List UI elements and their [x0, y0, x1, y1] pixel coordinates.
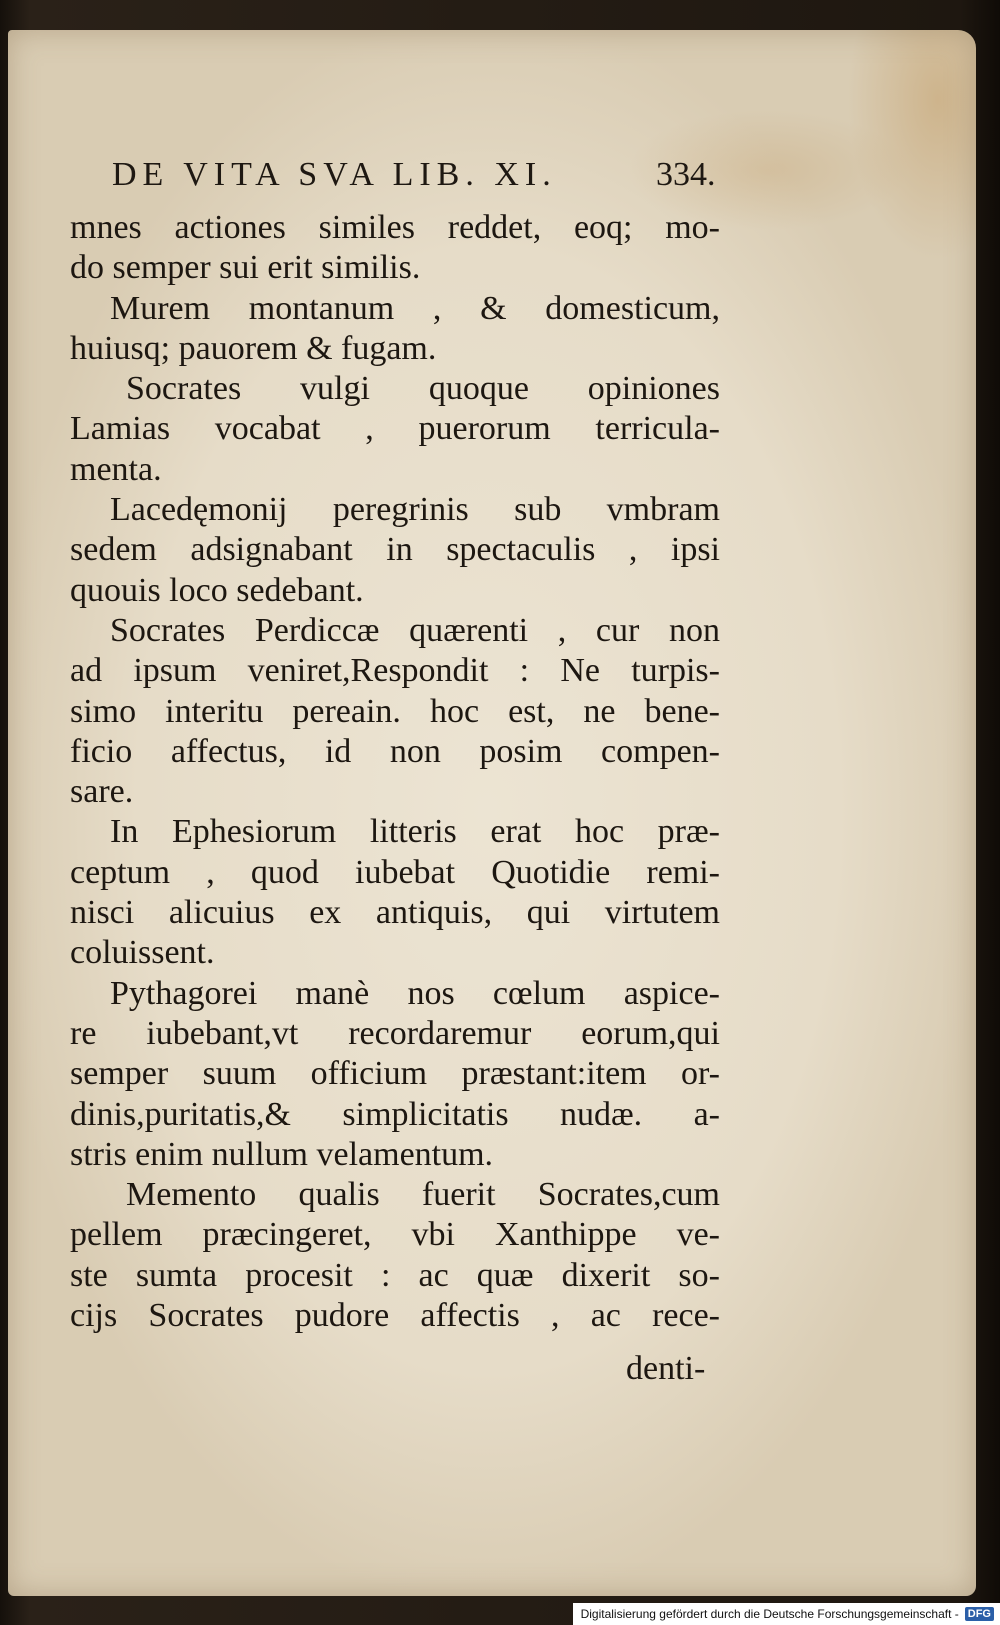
text-line: ficio affectus, id non posim compen-: [70, 732, 720, 770]
text-line: re iubebant,vt recordaremur eorum,qui: [70, 1014, 720, 1052]
text-line: mnes actiones similes reddet, eoq; mo-: [70, 209, 720, 246]
book-page: [8, 30, 976, 1596]
page-number: 334.: [656, 156, 716, 193]
credit-text: Digitalisierung gefördert durch die Deutsche Forschungsgemeinschaft -: [580, 1607, 959, 1621]
text-line: ceptum , quod iubebat Quotidie remi-: [70, 853, 720, 891]
dfg-logo-icon: DFG: [965, 1607, 994, 1621]
text-line: pellem præcingeret, vbi Xanthippe ve-: [70, 1216, 720, 1254]
text-line: sare.: [70, 773, 134, 811]
text-line: nisci alicuius ex antiquis, qui virtutem: [70, 894, 720, 932]
text-line: cijs Socrates pudore affectis , ac rece-: [70, 1297, 720, 1335]
body-text: [70, 208, 720, 1336]
text-line: Memento qualis fuerit Socrates,cum: [126, 1176, 720, 1214]
text-line: stris enim nullum velamentum.: [70, 1135, 494, 1173]
catchword: denti-: [626, 1350, 706, 1387]
text-line: simo interitu pereain. hoc est, ne bene-: [70, 692, 720, 730]
text-line: huiusq; pauorem & fugam.: [70, 329, 437, 367]
text-line: do semper sui erit similis.: [70, 249, 421, 287]
text-line: semper suum officium præstant:item or-: [70, 1055, 720, 1093]
text-line: Lamias vocabat , puerorum terricula-: [70, 410, 720, 448]
digitization-credit: [573, 1603, 1000, 1625]
text-line: dinis,puritatis,& simplicitatis nudæ. a-: [70, 1095, 720, 1133]
text-line: Pythagorei manè nos cœlum aspice-: [110, 974, 720, 1012]
running-head: DE VITA SVA LIB. XI.: [112, 156, 557, 193]
text-line: Socrates vulgi quoque opiniones: [126, 370, 720, 408]
text-line: Murem montanum , & domesticum,: [110, 289, 720, 327]
text-line: coluissent.: [70, 934, 215, 972]
text-line: quouis loco sedebant.: [70, 571, 364, 609]
text-line: ste sumta procesit : ac quæ dixerit so-: [70, 1256, 720, 1294]
text-line: Lacedęmonij peregrinis sub vmbram: [110, 491, 720, 529]
text-line: Socrates Perdiccæ quærenti , cur non: [110, 611, 720, 649]
text-line: menta.: [70, 450, 162, 488]
text-line: sedem adsignabant in spectaculis , ipsi: [70, 531, 720, 569]
text-line: In Ephesiorum litteris erat hoc præ-: [110, 813, 720, 851]
text-line: ad ipsum veniret,Respondit : Ne turpis-: [70, 652, 720, 690]
